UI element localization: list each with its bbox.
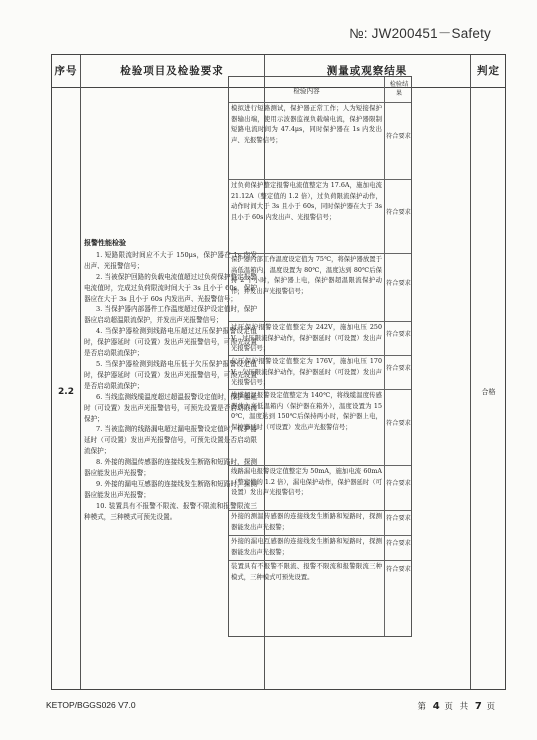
requirement-item: 3. 当保护器内部器件工作温度超过保护设定值时，保护器应启动超温限流保护，并发出声光报警信号；	[84, 305, 257, 325]
requirement-item: 7. 当被监测的线路漏电超过漏电报警设定值时，保护器延时（可设置）发出声光报警信号，可预先设置是否启动限流保护；	[84, 425, 257, 456]
inspection-result: 符合要求	[386, 540, 411, 547]
inspection-result: 符合要求	[386, 133, 411, 140]
inner-header-row	[229, 77, 411, 102]
table-row	[229, 355, 411, 389]
inspection-result: 符合要求	[386, 331, 411, 338]
page-total: 7	[474, 701, 482, 712]
requirements-title: 报警性能检验	[84, 238, 126, 247]
inspection-content: 装置具有不报警不限流、报警不限流和报警限流三种模式，三种模式可预先设置。	[231, 563, 382, 581]
table-row	[229, 535, 411, 560]
inspection-content: 线缆超温报警设定值整定为 140℃，将线缆温度传感器放入高低温箱内（保护器在箱外），温度设置为 150℃，温度达到 150℃后保持两小时，保护器上电，保护器延时（可设置）发出声光报警信号；	[231, 392, 382, 431]
inspection-result: 符合要求	[386, 365, 411, 372]
inspection-content: 过压保护报警设定值整定为 242V，施加电压 250V，过压限流保护动作，保护器延时（可设置）发出声光报警信号；	[231, 324, 382, 352]
header-no: 序号	[54, 65, 78, 77]
requirement-item: 10. 装置具有不报警不限流、报警不限流和报警限流三种模式，三种模式可预先设置。	[84, 501, 257, 521]
inspection-results-table	[228, 76, 412, 637]
requirement-item: 9. 外接的漏电互感器的连接线发生断路和短路时，探测器应能发出声光报警；	[84, 479, 257, 499]
requirement-item: 6. 当线监测线缆温度超过超温报警设定值时，保护器延时（可设置）发出声光报警信号，可预先设置是否启动限流保护；	[84, 392, 257, 423]
inspection-content: 模拟进行短路测试，保护器正常工作；人为短接保护器输出端，使用示波器监视负载端电流，保护器限制短路电流时间为 47.4μs，同时保护器在 1s 内发出声、光报警信号；	[231, 105, 382, 144]
table-row	[229, 510, 411, 535]
document-code: KETOP/BGGS026 V7.0	[46, 700, 136, 710]
requirement-item: 2. 当被保护回路的负载电流值超过过负荷保护整定报警电流值时，完成过负荷限流时间大于 3s 且小于 60s，保护器应在大于 3s 且小于 60s 内发出声、光报警信号；	[84, 272, 257, 303]
page-prefix: 第	[417, 702, 429, 712]
inspection-content: 外接的测温传感器的连接线发生断路和短路时，探测器能发出声光报警；	[231, 513, 382, 531]
inspection-result: 符合要求	[386, 420, 411, 427]
page-suffix: 页	[486, 702, 497, 712]
verdict: 合格	[481, 388, 496, 396]
inspection-content: 过负荷保护整定报警电流值整定为 17.6A，施加电流 21.12A（整定值的 1.2 倍），过负荷限流保护动作，动作时间大于 3s 且小于 60s，同时保护器在大于 3s 且小于 60s 内发出声、光报警信号；	[231, 182, 382, 221]
inspection-content: 欠压保护报警设定值整定为 176V，施加电压 170V，欠压限流保护动作，保护器延时（可设置）发出声光报警信号；	[231, 358, 382, 386]
page-mid: 页 共	[444, 702, 471, 712]
inspection-content: 线路漏电报警设定值整定为 50mA，施加电流 60mA（整定值的 1.2 倍），漏电保护动作，保护器延时（可设置）发出声光报警信号；	[231, 468, 382, 496]
header-item: 检验项目及检验要求	[120, 65, 224, 77]
page-number: 4	[432, 701, 440, 712]
column-divider	[80, 55, 81, 689]
table-row	[229, 253, 411, 321]
table-row	[229, 102, 411, 179]
header-result: 测量或观察结果	[326, 65, 408, 77]
clause-number: 2.2	[58, 387, 74, 397]
inner-header-content: 检验内容	[293, 87, 320, 95]
inspection-result: 符合要求	[386, 280, 411, 287]
requirement-item: 8. 外接的测温传感器的连接线发生断路和短路时，探测器应能发出声光报警；	[84, 458, 257, 478]
column-divider	[470, 55, 471, 689]
table-row	[229, 465, 411, 510]
inspection-result: 符合要求	[386, 209, 411, 216]
report-number: №: JW200451－Safety	[349, 26, 491, 41]
page-indicator	[418, 700, 497, 712]
inspection-result: 符合要求	[386, 480, 411, 487]
table-row	[229, 560, 411, 638]
inspection-result: 符合要求	[386, 566, 411, 573]
inspection-content: 保护器内部工作温度设定值为 75℃，将保护器放置于高低温箱内，温度设置为 80℃，温度达到 80℃后保持 2 个小时，保护器上电，保护器超温限流保护动作，并发出声光报警信号；	[231, 256, 382, 295]
table-row	[229, 321, 411, 355]
requirement-item: 4. 当保护器检测到线路电压超过过压保护报警设定值时，保护器延时（可设置）发出声光报警信号，可预先设置是否启动限流保护；	[84, 327, 257, 358]
requirement-item: 5. 当保护器检测到线路电压低于欠压保护报警设定值时，保护器延时（可设置）发出声光报警信号，可预先设置是否启动限流保护；	[84, 359, 257, 390]
table-row	[229, 389, 411, 465]
inspection-result: 符合要求	[386, 515, 411, 522]
inner-header-result: 检验结果	[389, 81, 409, 97]
header-verdict: 判定	[477, 65, 500, 77]
inspection-content: 外接的漏电互感器的连接线发生断路和短路时，探测器能发出声光报警；	[231, 538, 382, 556]
table-row	[229, 179, 411, 253]
requirement-item: 1. 短路限流时间应不大于 150μs，保护器在 1s 内发出声、光报警信号；	[84, 250, 257, 270]
